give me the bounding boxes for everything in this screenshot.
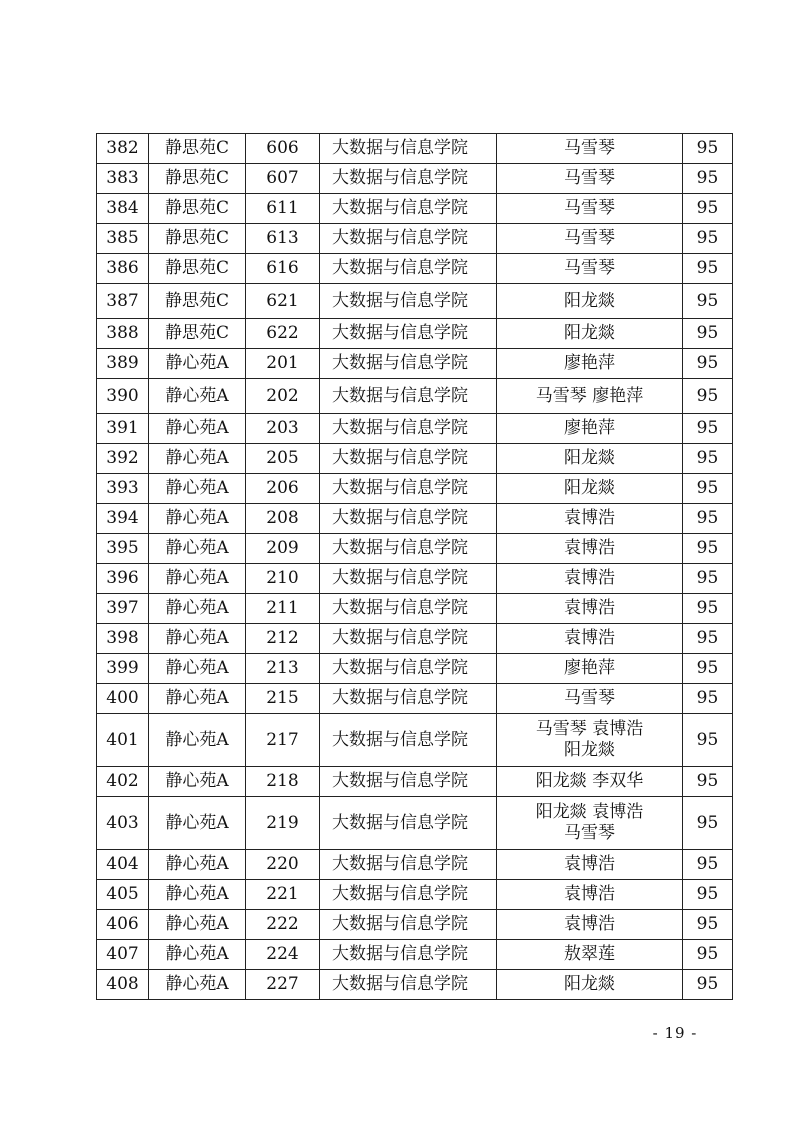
score-cell: 95 xyxy=(683,534,733,564)
inspector-cell: 廖艳萍 xyxy=(497,349,683,379)
score-cell: 95 xyxy=(683,379,733,414)
table-row xyxy=(97,970,733,1000)
table-row xyxy=(97,767,733,797)
table-row xyxy=(97,379,733,414)
inspector-cell: 马雪琴 xyxy=(497,194,683,224)
score-cell: 95 xyxy=(683,654,733,684)
room-number-cell: 217 xyxy=(246,714,320,767)
row-number-cell: 401 xyxy=(97,714,149,767)
building-cell: 静心苑A xyxy=(149,414,246,444)
room-number-cell: 616 xyxy=(246,254,320,284)
score-cell: 95 xyxy=(683,284,733,319)
row-number-cell: 382 xyxy=(97,134,149,164)
college-cell: 大数据与信息学院 xyxy=(320,534,497,564)
college-cell: 大数据与信息学院 xyxy=(320,714,497,767)
room-number-cell: 209 xyxy=(246,534,320,564)
score-cell: 95 xyxy=(683,624,733,654)
score-cell: 95 xyxy=(683,504,733,534)
college-cell: 大数据与信息学院 xyxy=(320,594,497,624)
row-number-cell: 391 xyxy=(97,414,149,444)
score-cell: 95 xyxy=(683,164,733,194)
table-row xyxy=(97,349,733,379)
building-cell: 静心苑A xyxy=(149,474,246,504)
inspector-cell: 阳龙燚 李双华 xyxy=(497,767,683,797)
room-number-cell: 213 xyxy=(246,654,320,684)
building-cell: 静心苑A xyxy=(149,880,246,910)
inspector-cell: 阳龙燚 xyxy=(497,970,683,1000)
room-number-cell: 611 xyxy=(246,194,320,224)
row-number-cell: 407 xyxy=(97,940,149,970)
inspector-cell: 袁博浩 xyxy=(497,624,683,654)
score-cell: 95 xyxy=(683,684,733,714)
table-row xyxy=(97,564,733,594)
table-row xyxy=(97,534,733,564)
page-number: - 19 - xyxy=(652,1024,698,1042)
college-cell: 大数据与信息学院 xyxy=(320,940,497,970)
table-row xyxy=(97,797,733,850)
room-number-cell: 218 xyxy=(246,767,320,797)
inspector-cell xyxy=(497,797,683,850)
dormitory-score-table xyxy=(96,133,733,1000)
row-number-cell: 408 xyxy=(97,970,149,1000)
score-cell: 95 xyxy=(683,254,733,284)
college-cell: 大数据与信息学院 xyxy=(320,194,497,224)
row-number-cell: 400 xyxy=(97,684,149,714)
college-cell: 大数据与信息学院 xyxy=(320,224,497,254)
college-cell: 大数据与信息学院 xyxy=(320,970,497,1000)
building-cell: 静心苑A xyxy=(149,349,246,379)
college-cell: 大数据与信息学院 xyxy=(320,684,497,714)
row-number-cell: 402 xyxy=(97,767,149,797)
score-cell: 95 xyxy=(683,850,733,880)
building-cell: 静思苑C xyxy=(149,284,246,319)
inspector-cell: 阳龙燚 xyxy=(497,474,683,504)
table-body xyxy=(97,134,733,1000)
inspector-cell: 马雪琴 xyxy=(497,254,683,284)
college-cell: 大数据与信息学院 xyxy=(320,134,497,164)
score-cell: 95 xyxy=(683,134,733,164)
room-number-cell: 210 xyxy=(246,564,320,594)
building-cell: 静心苑A xyxy=(149,714,246,767)
row-number-cell: 389 xyxy=(97,349,149,379)
building-cell: 静思苑C xyxy=(149,254,246,284)
table-row xyxy=(97,194,733,224)
room-number-cell: 222 xyxy=(246,910,320,940)
table-row xyxy=(97,284,733,319)
score-cell: 95 xyxy=(683,767,733,797)
building-cell: 静思苑C xyxy=(149,164,246,194)
row-number-cell: 396 xyxy=(97,564,149,594)
row-number-cell: 388 xyxy=(97,319,149,349)
score-cell: 95 xyxy=(683,797,733,850)
college-cell: 大数据与信息学院 xyxy=(320,564,497,594)
table-row xyxy=(97,319,733,349)
table-row xyxy=(97,444,733,474)
inspector-cell: 阳龙燚 xyxy=(497,319,683,349)
inspector-cell: 阳龙燚 xyxy=(497,284,683,319)
inspector-cell: 袁博浩 xyxy=(497,850,683,880)
college-cell: 大数据与信息学院 xyxy=(320,624,497,654)
building-cell: 静思苑C xyxy=(149,194,246,224)
row-number-cell: 387 xyxy=(97,284,149,319)
table-row xyxy=(97,224,733,254)
row-number-cell: 406 xyxy=(97,910,149,940)
room-number-cell: 219 xyxy=(246,797,320,850)
building-cell: 静心苑A xyxy=(149,534,246,564)
row-number-cell: 393 xyxy=(97,474,149,504)
score-cell: 95 xyxy=(683,910,733,940)
inspector-line: 马雪琴 xyxy=(564,823,615,843)
room-number-cell: 221 xyxy=(246,880,320,910)
college-cell: 大数据与信息学院 xyxy=(320,444,497,474)
row-number-cell: 384 xyxy=(97,194,149,224)
college-cell: 大数据与信息学院 xyxy=(320,797,497,850)
inspector-cell: 袁博浩 xyxy=(497,504,683,534)
room-number-cell: 607 xyxy=(246,164,320,194)
score-cell: 95 xyxy=(683,564,733,594)
table-row xyxy=(97,654,733,684)
table-row xyxy=(97,504,733,534)
table-row xyxy=(97,134,733,164)
table-row xyxy=(97,880,733,910)
building-cell: 静心苑A xyxy=(149,797,246,850)
room-number-cell: 621 xyxy=(246,284,320,319)
inspector-cell: 廖艳萍 xyxy=(497,414,683,444)
score-cell: 95 xyxy=(683,970,733,1000)
college-cell: 大数据与信息学院 xyxy=(320,767,497,797)
table-row xyxy=(97,624,733,654)
college-cell: 大数据与信息学院 xyxy=(320,379,497,414)
inspector-cell: 敖翠莲 xyxy=(497,940,683,970)
inspector-cell: 马雪琴 xyxy=(497,134,683,164)
inspector-cell: 袁博浩 xyxy=(497,594,683,624)
inspector-cell: 马雪琴 xyxy=(497,164,683,194)
college-cell: 大数据与信息学院 xyxy=(320,319,497,349)
building-cell: 静思苑C xyxy=(149,224,246,254)
row-number-cell: 395 xyxy=(97,534,149,564)
inspector-cell: 马雪琴 xyxy=(497,224,683,254)
score-cell: 95 xyxy=(683,474,733,504)
table-row xyxy=(97,254,733,284)
inspector-cell xyxy=(497,714,683,767)
table-row xyxy=(97,414,733,444)
college-cell: 大数据与信息学院 xyxy=(320,850,497,880)
building-cell: 静心苑A xyxy=(149,594,246,624)
college-cell: 大数据与信息学院 xyxy=(320,910,497,940)
college-cell: 大数据与信息学院 xyxy=(320,349,497,379)
inspector-cell: 马雪琴 xyxy=(497,684,683,714)
room-number-cell: 212 xyxy=(246,624,320,654)
table-row xyxy=(97,594,733,624)
table-row xyxy=(97,940,733,970)
score-cell: 95 xyxy=(683,444,733,474)
inspector-cell: 马雪琴 廖艳萍 xyxy=(497,379,683,414)
row-number-cell: 394 xyxy=(97,504,149,534)
row-number-cell: 403 xyxy=(97,797,149,850)
score-cell: 95 xyxy=(683,349,733,379)
building-cell: 静心苑A xyxy=(149,379,246,414)
building-cell: 静心苑A xyxy=(149,767,246,797)
college-cell: 大数据与信息学院 xyxy=(320,414,497,444)
building-cell: 静心苑A xyxy=(149,940,246,970)
table-row xyxy=(97,164,733,194)
row-number-cell: 383 xyxy=(97,164,149,194)
table-row xyxy=(97,714,733,767)
building-cell: 静心苑A xyxy=(149,564,246,594)
building-cell: 静心苑A xyxy=(149,684,246,714)
building-cell: 静心苑A xyxy=(149,504,246,534)
row-number-cell: 405 xyxy=(97,880,149,910)
row-number-cell: 385 xyxy=(97,224,149,254)
room-number-cell: 208 xyxy=(246,504,320,534)
table-row xyxy=(97,474,733,504)
building-cell: 静思苑C xyxy=(149,319,246,349)
building-cell: 静心苑A xyxy=(149,624,246,654)
building-cell: 静心苑A xyxy=(149,970,246,1000)
college-cell: 大数据与信息学院 xyxy=(320,654,497,684)
college-cell: 大数据与信息学院 xyxy=(320,474,497,504)
row-number-cell: 397 xyxy=(97,594,149,624)
score-cell: 95 xyxy=(683,714,733,767)
inspector-cell: 廖艳萍 xyxy=(497,654,683,684)
inspector-cell: 袁博浩 xyxy=(497,910,683,940)
row-number-cell: 399 xyxy=(97,654,149,684)
college-cell: 大数据与信息学院 xyxy=(320,284,497,319)
score-cell: 95 xyxy=(683,224,733,254)
room-number-cell: 203 xyxy=(246,414,320,444)
row-number-cell: 390 xyxy=(97,379,149,414)
room-number-cell: 220 xyxy=(246,850,320,880)
inspector-cell: 袁博浩 xyxy=(497,534,683,564)
building-cell: 静心苑A xyxy=(149,654,246,684)
room-number-cell: 613 xyxy=(246,224,320,254)
inspector-line: 马雪琴 袁博浩 xyxy=(535,719,644,739)
room-number-cell: 201 xyxy=(246,349,320,379)
college-cell: 大数据与信息学院 xyxy=(320,880,497,910)
score-cell: 95 xyxy=(683,414,733,444)
inspector-cell: 袁博浩 xyxy=(497,880,683,910)
row-number-cell: 404 xyxy=(97,850,149,880)
score-cell: 95 xyxy=(683,594,733,624)
table-row xyxy=(97,910,733,940)
score-cell: 95 xyxy=(683,880,733,910)
building-cell: 静思苑C xyxy=(149,134,246,164)
room-number-cell: 205 xyxy=(246,444,320,474)
room-number-cell: 622 xyxy=(246,319,320,349)
table-row xyxy=(97,684,733,714)
room-number-cell: 227 xyxy=(246,970,320,1000)
score-cell: 95 xyxy=(683,940,733,970)
room-number-cell: 206 xyxy=(246,474,320,504)
inspector-cell: 袁博浩 xyxy=(497,564,683,594)
college-cell: 大数据与信息学院 xyxy=(320,164,497,194)
building-cell: 静心苑A xyxy=(149,910,246,940)
room-number-cell: 606 xyxy=(246,134,320,164)
table-row xyxy=(97,850,733,880)
row-number-cell: 386 xyxy=(97,254,149,284)
building-cell: 静心苑A xyxy=(149,444,246,474)
room-number-cell: 224 xyxy=(246,940,320,970)
room-number-cell: 215 xyxy=(246,684,320,714)
room-number-cell: 202 xyxy=(246,379,320,414)
college-cell: 大数据与信息学院 xyxy=(320,504,497,534)
inspector-line: 阳龙燚 xyxy=(564,740,615,760)
row-number-cell: 398 xyxy=(97,624,149,654)
room-number-cell: 211 xyxy=(246,594,320,624)
building-cell: 静心苑A xyxy=(149,850,246,880)
row-number-cell: 392 xyxy=(97,444,149,474)
inspector-line: 阳龙燚 袁博浩 xyxy=(535,802,644,822)
score-cell: 95 xyxy=(683,194,733,224)
inspector-cell: 阳龙燚 xyxy=(497,444,683,474)
college-cell: 大数据与信息学院 xyxy=(320,254,497,284)
score-cell: 95 xyxy=(683,319,733,349)
